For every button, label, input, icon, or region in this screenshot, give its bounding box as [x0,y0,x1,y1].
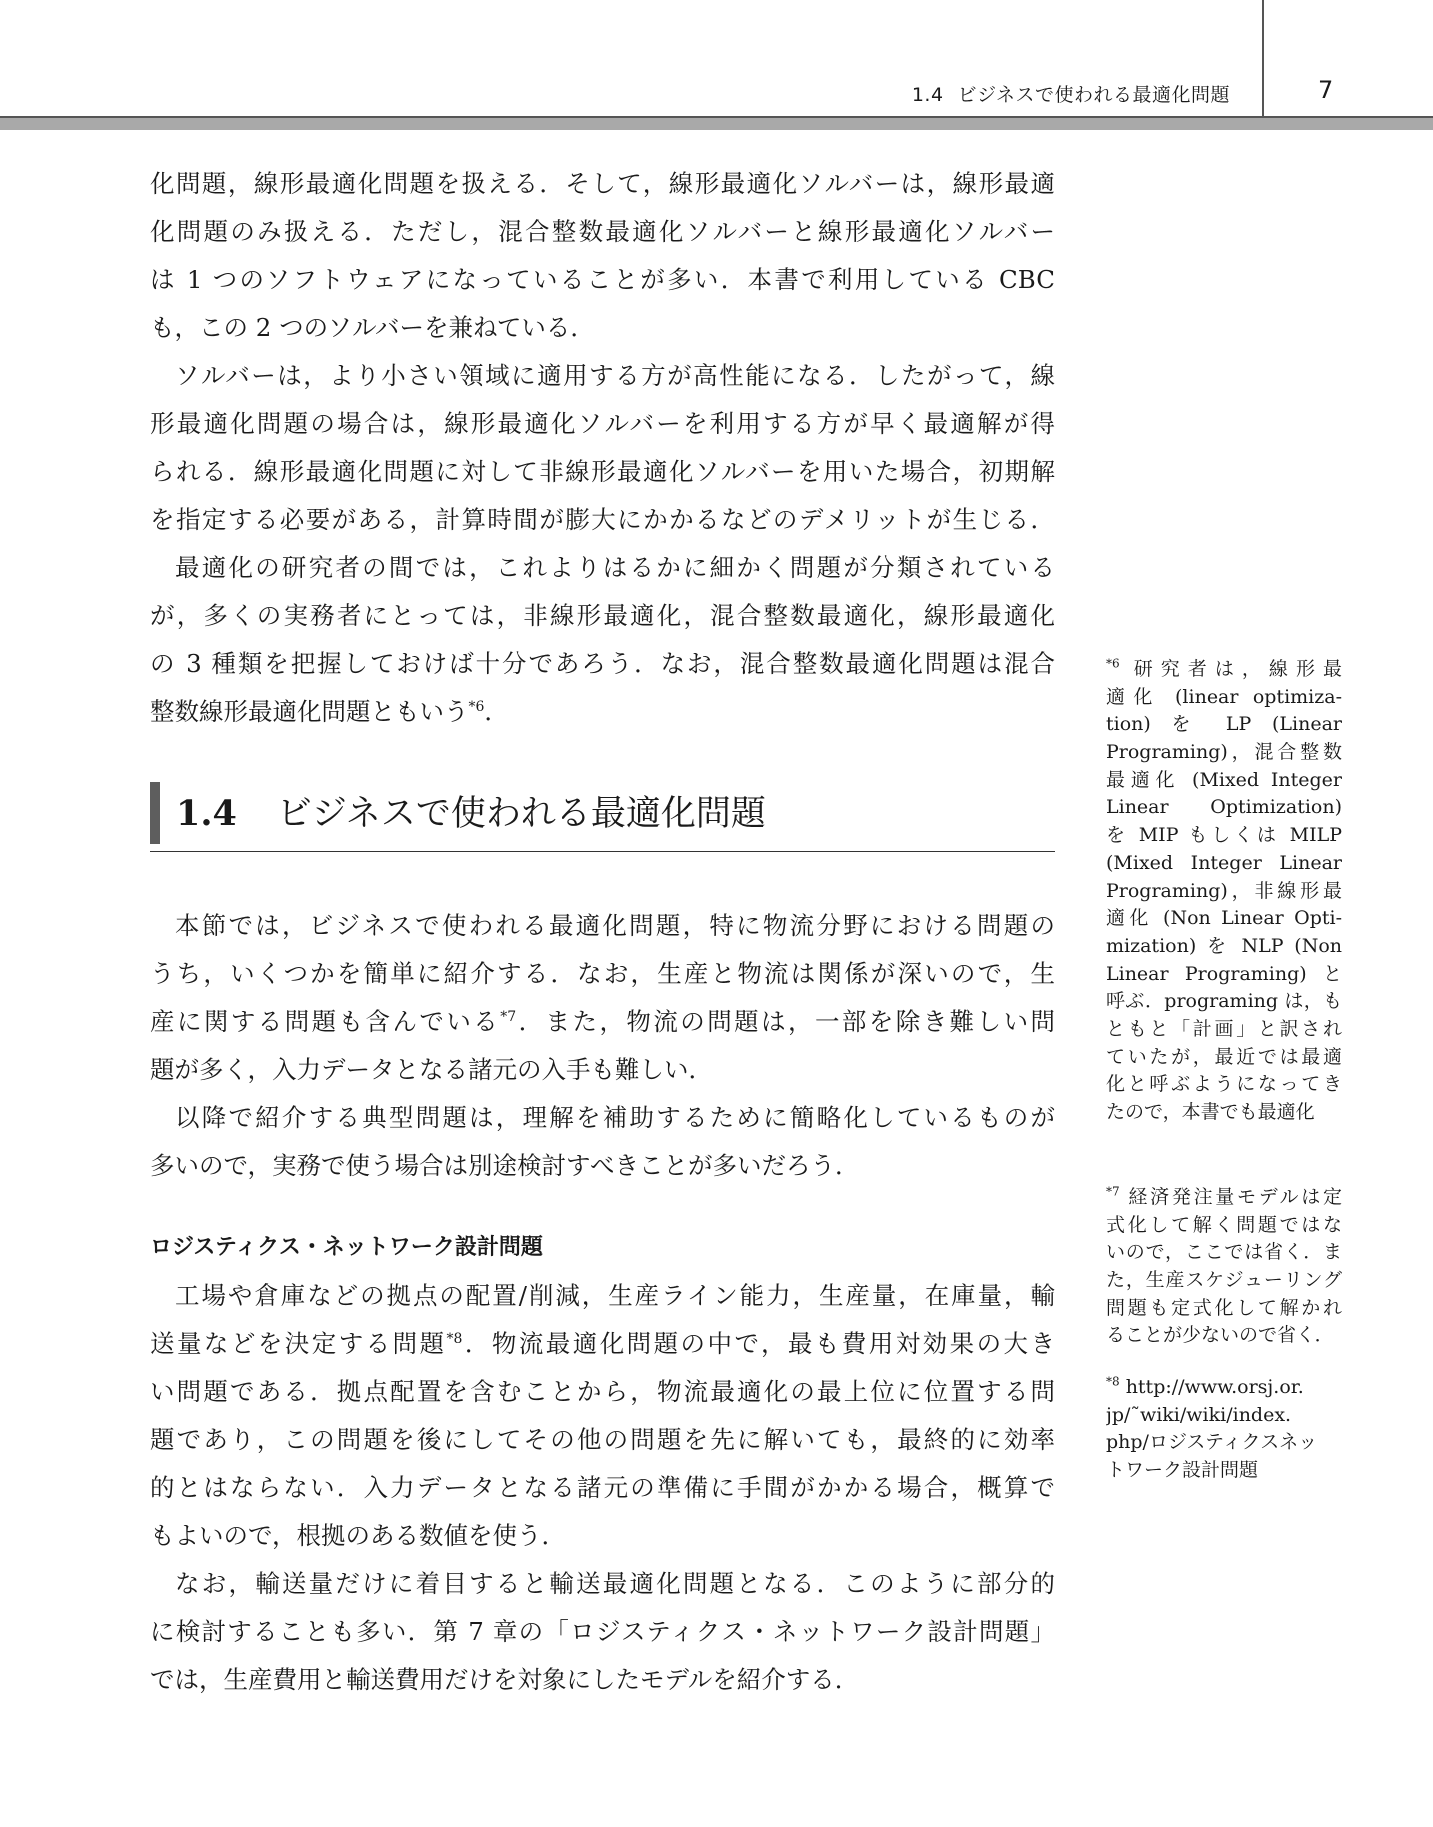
note-line: 呼ぶ．programing は，も [1106,990,1342,1013]
subsection-heading: ロジスティクス・ネットワーク設計問題 [150,1235,543,1260]
paragraph-6 [150,1272,1055,1560]
text-line [150,688,1055,736]
note-line: Programing)，非線形最 [1106,879,1342,902]
running-head-section-number: 1.4 [911,84,944,106]
text-line: なお，輸送量だけに着目すると輸送最適化問題となる．このように部分的 [175,1569,1055,1598]
note-line: Programing)，混合整数 [1106,741,1342,764]
note-line: た，生産スケジューリング [1106,1269,1342,1292]
footnote-ref-8[interactable]: *8 [446,1330,463,1347]
text-span: 研究者は，線形最 [1133,658,1342,680]
note-line: 問題も定式化して解かれ [1106,1296,1342,1319]
note-line: (Mixed Integer Linear [1106,851,1342,874]
paragraph-4 [150,902,1055,1094]
note-url[interactable]: http://www.orsj.or. [1125,1376,1304,1398]
text-line: 多いので，実務で使う場合は別途検討すべきことが多いだろう． [150,1151,860,1180]
note-line [1106,1184,1342,1212]
text-line: に検討することも多い．第 7 章の「ロジスティクス・ネットワーク設計問題」 [150,1617,1055,1646]
margin-note-8 [1106,1374,1342,1485]
note-line: ることが少ないので省く． [1106,1324,1334,1347]
text-line: 題であり，この問題を後にしてその他の問題を先に解いても，最終的に効率 [150,1425,1055,1454]
section-title [176,786,766,842]
note-line: ていたが，最近では最適 [1106,1045,1342,1068]
note-line: tion) を LP (Linear [1106,713,1342,736]
text-line [150,998,1055,1046]
note-label-6: *6 [1106,656,1120,671]
paragraph-3 [150,544,1055,736]
text-line: もよいので，根拠のある数値を使う． [150,1521,567,1550]
paragraph-7 [150,1560,1055,1704]
footnote-ref-6[interactable]: *6 [468,698,485,715]
text-line: を指定する必要がある，計算時間が膨大にかかるなどのデメリットが生じる． [150,505,1055,534]
section-heading-bar [150,782,160,844]
text-line: 本節では，ビジネスで使われる最適化問題，特に物流分野における問題の [175,911,1055,940]
paragraph-1 [150,160,1055,352]
paragraph-2 [150,352,1055,544]
text-line: の 3 種類を把握しておけば十分であろう．なお，混合整数最適化問題は混合 [150,649,1055,678]
text-line: 工場や倉庫などの拠点の配置/削減，生産ライン能力，生産量，在庫量，輸 [175,1281,1055,1310]
text-span: 産に関する問題も含んでいる [150,1007,501,1036]
text-line: 化問題，線形最適化問題を扱える．そして，線形最適化ソルバーは，線形最適 [150,169,1055,198]
text-line: 形最適化問題の場合は，線形最適化ソルバーを利用する方が早く最適解が得 [150,409,1055,438]
note-label-7: *7 [1106,1184,1120,1199]
text-span: ．物流最適化問題の中で，最も費用対効果の大き [462,1329,1055,1358]
note-line: たので，本書でも最適化 [1106,1101,1315,1123]
text-line: ソルバーは，より小さい領域に適用する方が高性能になる．したがって，線 [175,361,1055,390]
text-line: では，生産費用と輸送費用だけを対象にしたモデルを紹介する． [150,1665,860,1694]
text-line: られる．線形最適化問題に対して非線形最適化ソルバーを用いた場合，初期解 [150,457,1055,486]
section-number: 1.4 [176,793,237,834]
section-title-text: ビジネスで使われる最適化問題 [276,794,766,834]
running-head [700,80,1230,107]
text-line: は 1 つのソフトウェアになっていることが多い．本書で利用している CBC [150,265,1055,294]
note-line [1106,656,1342,684]
header-divider-vertical [1262,0,1264,118]
text-span: 整数線形最適化問題ともいう [150,697,469,726]
note-line: いので，ここでは省く．ま [1106,1241,1342,1264]
note-line: Linear Optimization) [1106,796,1342,819]
text-span: ．また，物流の問題は，一部を除き難しい問 [516,1007,1055,1036]
text-line: 最適化の研究者の間では，これよりはるかに細かく問題が分類されている [175,553,1055,582]
note-line: 適化 (Non Linear Opti- [1106,907,1342,930]
footnote-ref-7[interactable]: *7 [500,1008,517,1025]
text-line: が，多くの実務者にとっては，非線形最適化，混合整数最適化，線形最適化 [150,601,1055,630]
text-span: ． [484,697,509,726]
text-line: も，この 2 つのソルバーを兼ねている． [150,313,595,342]
main-text [150,160,1055,1704]
note-line: を MIP もしくは MILP [1106,824,1342,847]
note-line: 式化して解く問題ではな [1106,1213,1342,1236]
note-line[interactable]: php/ロジスティクスネッ [1106,1431,1318,1454]
section-heading [150,780,1055,852]
note-label-8: *8 [1106,1374,1120,1389]
note-line[interactable]: jp/˜wiki/wiki/index. [1106,1403,1292,1426]
header-rule [0,116,1433,130]
page-number: 7 [1318,76,1334,104]
text-line: い問題である．拠点配置を含むことから，物流最適化の最上位に位置する問 [150,1377,1055,1406]
note-line: ともと「計画」と訳され [1106,1017,1342,1040]
text-line: 化問題のみ扱える．ただし，混合整数最適化ソルバーと線形最適化ソルバー [150,217,1055,246]
text-span: 送量などを決定する問題 [150,1329,447,1358]
note-line[interactable]: トワーク設計問題 [1106,1459,1259,1482]
text-line [150,1320,1055,1368]
text-line: 題が多く，入力データとなる諸元の入手も難しい． [150,1055,714,1084]
note-line: mization) を NLP (Non [1106,934,1342,957]
paragraph-5 [150,1094,1055,1190]
text-line: 以降で紹介する典型問題は，理解を補助するために簡略化しているものが [175,1103,1055,1132]
note-line: 適化 (linear optimiza- [1106,685,1342,708]
text-span: 経済発注量モデルは定 [1128,1186,1342,1208]
text-line: 的とはならない．入力データとなる諸元の準備に手間がかかる場合，概算で [150,1473,1055,1502]
note-line [1106,1374,1342,1402]
note-line: 化と呼ぶようになってき [1106,1073,1342,1096]
note-line: Linear Programing) と [1106,962,1342,985]
text-line: うち，いくつかを簡単に紹介する．なお，生産と物流は関係が深いので，生 [150,959,1055,988]
margin-note-7 [1106,1184,1342,1350]
note-line: 最適化 (Mixed Integer [1106,768,1342,791]
margin-note-6 [1106,656,1342,1127]
running-head-section-title: ビジネスで使われる最適化問題 [957,84,1230,106]
